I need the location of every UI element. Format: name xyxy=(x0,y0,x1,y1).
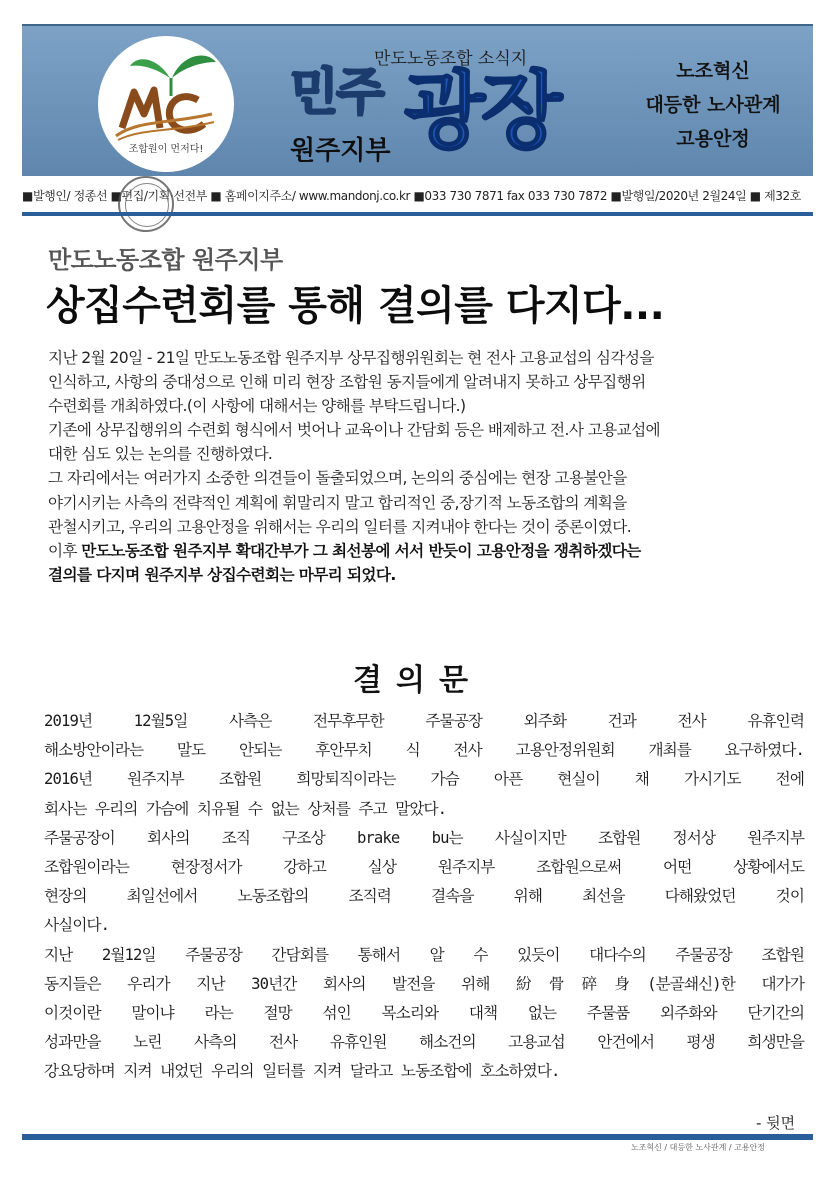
publish-date: ■발행일/2020년 2월24일 xyxy=(610,189,747,203)
closing-prefix: 이후 xyxy=(48,541,82,560)
article-line: 인식하고, 사항의 중대성으로 인해 미리 현장 조합원 동지들에게 알려내지 못하고 상무집행위 xyxy=(48,373,646,392)
article-line: 기존에 상무집행위의 수련회 형식에서 벗어나 교육이나 간담회 등은 배제하고 전.사 고용교섭에 xyxy=(48,421,661,440)
resolution-line: 해소방안이라는 말도 안되는 후안무치 식 전사 고용안정위원회 개최를 요구하였다. xyxy=(44,741,804,760)
resolution-line: 현장의 최일선에서 노동조합의 조직력 결속을 위해 최선을 다해왔었던 것이 xyxy=(44,887,804,906)
article-line: 그 자리에서는 여러가지 소중한 의견들이 돌출되었으며, 논의의 중심에는 현장 고용불안을 xyxy=(48,469,627,488)
phone-info: ■033 730 7871 fax 033 730 7872 xyxy=(413,189,608,203)
resolution-line: 이것이란 말이냐 라는 절망 섞인 목소리와 대책 없는 주물품 외주화와 단기간의 xyxy=(44,1004,804,1023)
article-line: 대한 심도 있는 논의를 진행하였다. xyxy=(48,445,273,464)
article-line: 지난 2월 20일 - 21일 만도노동조합 원주지부 상무집행위원회는 현 전사 고용교섭의 심각성을 xyxy=(48,349,654,367)
resolution-line: 지난 2월12일 주물공장 간담회를 통해서 알 수 있듯이 대다수의 주물공장 조합원 xyxy=(44,945,804,964)
publisher-info: ■발행인/ 정종선 xyxy=(22,189,108,203)
header-divider xyxy=(22,212,813,216)
continued-on-back: - 뒷면 xyxy=(756,1114,796,1132)
resolution-line: 2019년 12월5일 사측은 전무후무한 주물공장 외주화 건과 전사 유휴인력 xyxy=(44,712,804,730)
resolution-line: 성과만을 노린 사측의 전사 유휴인원 해소건의 고용교섭 안건에서 평생 희생만을 xyxy=(44,1033,804,1052)
svg-text:MC: MC xyxy=(108,29,133,48)
newsletter-subtitle: 만도노동조합 소식지 xyxy=(374,49,528,69)
resolution-line: 동지들은 우리가 지난 30년간 회사의 발전을 위해 紛骨碎身(분골쇄신)한 대가가 xyxy=(44,974,804,993)
article-headline: 상집수련회를 통해 결의를 다지다... xyxy=(46,283,665,329)
branch-name: 원주지부 xyxy=(290,136,391,166)
resolution-line: 조합원이라는 현장정서가 강하고 실상 원주지부 조합원으로써 어떤 상황에서도 xyxy=(44,858,804,877)
slogan-item: 노조혁신 xyxy=(676,60,750,82)
editor-info: ■편집/기획·선전부 xyxy=(110,189,207,203)
footer-slogans: 노조혁신 / 대등한 노사관계 / 고용안정 xyxy=(630,1143,765,1152)
slogan-item: 고용안정 xyxy=(676,128,750,150)
sprout-logo-icon xyxy=(108,29,224,144)
resolution-line: 사실이다. xyxy=(44,916,110,935)
resolution-line: 회사는 우리의 가슴에 치유될 수 없는 상처를 주고 말았다. xyxy=(44,799,447,818)
resolution-line: 강요당하며 지켜 내었던 우리의 일터를 지켜 달라고 노동조합에 호소하였다. xyxy=(44,1062,560,1081)
resolution-body xyxy=(44,707,804,1087)
slogan-list xyxy=(633,54,793,156)
article-line: 관철시키고, 우리의 고용안정을 위해서는 우리의 일터를 지켜내야 한다는 것이 중론이였다. xyxy=(48,517,632,536)
resolution-line: 주물공장이 회사의 조직 구조상 brake bu는 사실이지만 조합원 정서상 원주지부 xyxy=(44,828,804,847)
masthead xyxy=(22,24,813,176)
resolution-title: 결의문 xyxy=(353,663,482,698)
title-gwangjang: 광장 xyxy=(404,62,559,160)
article-kicker: 만도노동조합 원주지부 xyxy=(48,246,283,274)
union-logo xyxy=(98,29,234,172)
logo-caption: 조합원이 먼저다! xyxy=(128,144,204,155)
article-line: 야기시키는 사측의 전략적인 계획에 휘말리지 말고 합리적인 중,장기적 노동조합의 계획을 xyxy=(48,493,627,512)
issue-number: ■ 제32호 xyxy=(749,189,801,203)
closing-emphasis: 만도노동조합 원주지부 확대간부가 그 최선봉에 서서 반듯이 고용안정을 쟁취하겠다는 xyxy=(81,541,641,560)
article-closing xyxy=(48,539,806,563)
resolution-line: 2016년 원주지부 조합원 희망퇴직이라는 가슴 아픈 현실이 채 가시기도 전에 xyxy=(44,770,804,789)
footer-divider xyxy=(22,1134,813,1140)
article-line: 수련회를 개최하였다.(이 사항에 대해서는 양해를 부탁드립니다.) xyxy=(48,397,466,416)
title-minju: 민주 xyxy=(290,63,383,121)
homepage-link[interactable]: ■ 홈페이지주소/ www.mandonj.co.kr xyxy=(210,189,411,203)
article-body xyxy=(48,346,806,587)
slogan-item: 대등한 노사관계 xyxy=(645,94,781,116)
official-seal-icon xyxy=(118,176,174,232)
closing-emphasis: 결의를 다지며 원주지부 상집수련회는 마무리 되었다. xyxy=(48,565,396,584)
